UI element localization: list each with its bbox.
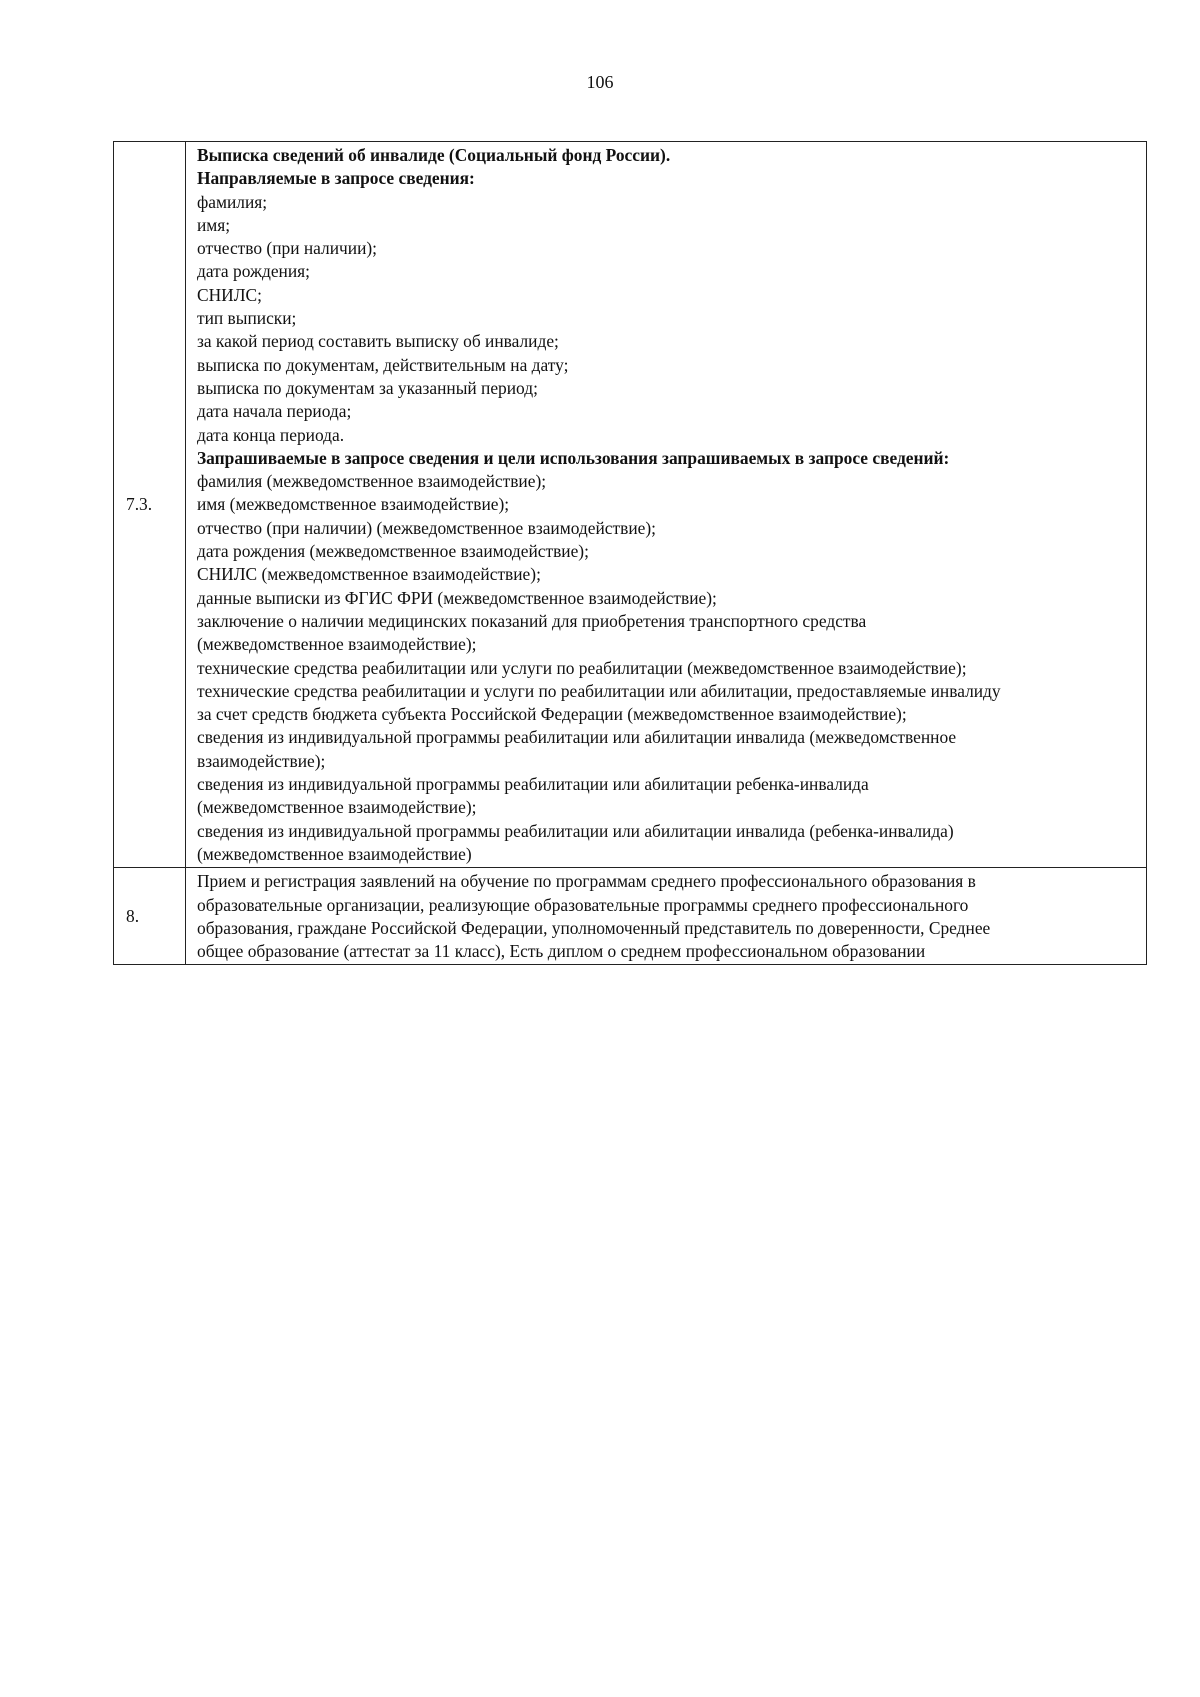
text-line: выписка по документам за указанный период; [197, 377, 538, 398]
text-line: образовательные организации, реализующие образовательные программы среднего профессионального [197, 894, 969, 915]
text-line: отчество (при наличии) (межведомственное взаимодействие); [197, 517, 656, 538]
text-line: сведения из индивидуальной программы реабилитации или абилитации инвалида (ребенка-инвалида) [197, 820, 954, 841]
text-line: фамилия; [197, 191, 268, 212]
document-table [113, 141, 1147, 965]
row-content [186, 868, 1147, 965]
text-line: взаимодействие); [197, 750, 326, 771]
text-line: фамилия (межведомственное взаимодействие); [197, 471, 547, 492]
text-line: выписка по документам, действительным на дату; [197, 354, 569, 375]
row-number: 7.3. [114, 142, 186, 868]
text-line: технические средства реабилитации и услуги по реабилитации или абилитации, предоставляемые инвалиду [197, 680, 1001, 701]
text-line: имя; [197, 214, 231, 235]
text-line: технические средства реабилитации или услуги по реабилитации (межведомственное взаимодействие); [197, 657, 967, 678]
text-line: дата конца периода. [197, 424, 345, 445]
text-line: Прием и регистрация заявлений на обучение по программам среднего профессионального образования в [197, 871, 976, 892]
text-line: (межведомственное взаимодействие); [197, 797, 477, 818]
table-row [114, 142, 1147, 868]
row-content [186, 142, 1147, 868]
text-line: тип выписки; [197, 308, 297, 329]
section-heading: Запрашиваемые в запросе сведения и цели использования запрашиваемых в запросе сведений: [197, 447, 950, 468]
text-line: общее образование (аттестат за 11 класс), Есть диплом о среднем профессиональном образовании [197, 941, 926, 962]
text-line: сведения из индивидуальной программы реабилитации или абилитации ребенка-инвалида [197, 774, 869, 795]
text-line: данные выписки из ФГИС ФРИ (межведомственное взаимодействие); [197, 587, 717, 608]
text-line: дата начала периода; [197, 401, 352, 422]
text-line: имя (межведомственное взаимодействие); [197, 494, 510, 515]
text-line: дата рождения; [197, 261, 310, 282]
text-line: образования, граждане Российской Федерации, уполномоченный представитель по доверенности, Среднее [197, 917, 991, 938]
text-line: (межведомственное взаимодействие); [197, 634, 477, 655]
text-line: за какой период составить выписку об инвалиде; [197, 331, 559, 352]
text-line: дата рождения (межведомственное взаимодействие); [197, 541, 589, 562]
section-heading: Направляемые в запросе сведения: [197, 168, 475, 189]
page-number: 106 [586, 72, 614, 92]
text-line: СНИЛС (межведомственное взаимодействие); [197, 564, 541, 585]
text-line: (межведомственное взаимодействие) [197, 843, 472, 864]
text-line: сведения из индивидуальной программы реабилитации или абилитации инвалида (межведомственное [197, 727, 957, 748]
text-line: за счет средств бюджета субъекта Российской Федерации (межведомственное взаимодействие); [197, 704, 907, 725]
text-line: отчество (при наличии); [197, 238, 378, 259]
text-line: заключение о наличии медицинских показаний для приобретения транспортного средства [197, 610, 867, 631]
row-number: 8. [114, 868, 186, 965]
table-body [114, 142, 1147, 965]
table-row [114, 868, 1147, 965]
text-line: СНИЛС; [197, 284, 262, 305]
section-heading: Выписка сведений об инвалиде (Социальный фонд России). [197, 145, 671, 165]
